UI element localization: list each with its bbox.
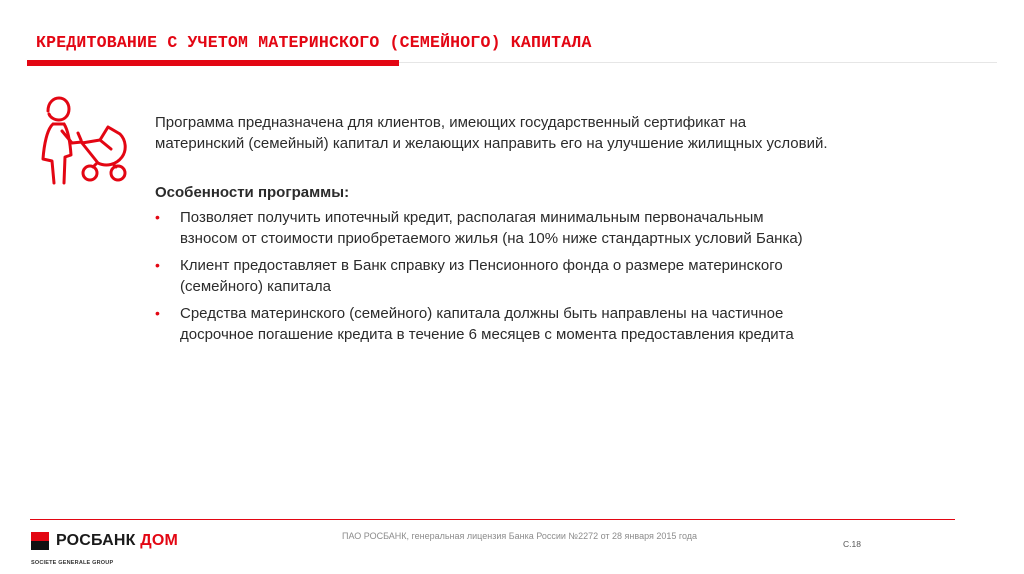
intro-line-1: Программа предназначена для клиентов, имеющих государственный сертификат на <box>155 114 747 131</box>
features-list <box>155 207 955 345</box>
page-number: С.18 <box>843 539 861 549</box>
slide-title: КРЕДИТОВАНИЕ С УЧЕТОМ МАТЕРИНСКОГО (СЕМЕЙНОГО) КАПИТАЛА <box>36 33 592 52</box>
logo-mark-icon <box>31 532 49 550</box>
intro-line-2: материнский (семейный) капитал и желающих направить его на улучшение жилищных условий. <box>155 135 828 152</box>
license-text: ПАО РОСБАНК, генеральная лицензия Банка России №2272 от 28 января 2015 года <box>342 531 698 541</box>
top-divider <box>399 62 997 63</box>
feature-line-1: Позволяет получить ипотечный кредит, располагая минимальным первоначальным <box>180 209 764 226</box>
bullet-icon: • <box>155 257 160 273</box>
feature-line-2: досрочное погашение кредита в течение 6 месяцев с момента предоставления кредита <box>180 326 794 343</box>
feature-line-2: взносом от стоимости приобретаемого жилья (на 10% ниже стандартных условий Банка) <box>180 230 803 247</box>
feature-item <box>155 303 955 345</box>
logo-text <box>56 532 178 550</box>
bank-logo <box>31 532 178 550</box>
content-body <box>155 112 955 351</box>
title-underline <box>27 60 399 66</box>
feature-line-1: Клиент предоставляет в Банк справку из Пенсионного фонда о размере материнского <box>180 257 783 274</box>
logo-subtitle: SOCIETE GENERALE GROUP <box>31 560 114 566</box>
logo-accent-text: ДОМ <box>140 532 179 549</box>
features-title: Особенности программы: <box>155 184 350 201</box>
feature-item <box>155 207 955 249</box>
logo-main-text: РОСБАНК <box>56 532 136 549</box>
bullet-icon: • <box>155 305 160 321</box>
feature-line-2: (семейного) капитала <box>180 278 332 295</box>
footer-divider <box>30 519 955 520</box>
bullet-icon: • <box>155 209 160 225</box>
feature-line-1: Средства материнского (семейного) капитала должны быть направлены на частичное <box>180 305 784 322</box>
feature-item <box>155 255 955 297</box>
mother-with-stroller-icon <box>38 95 132 185</box>
intro-paragraph <box>155 112 955 154</box>
